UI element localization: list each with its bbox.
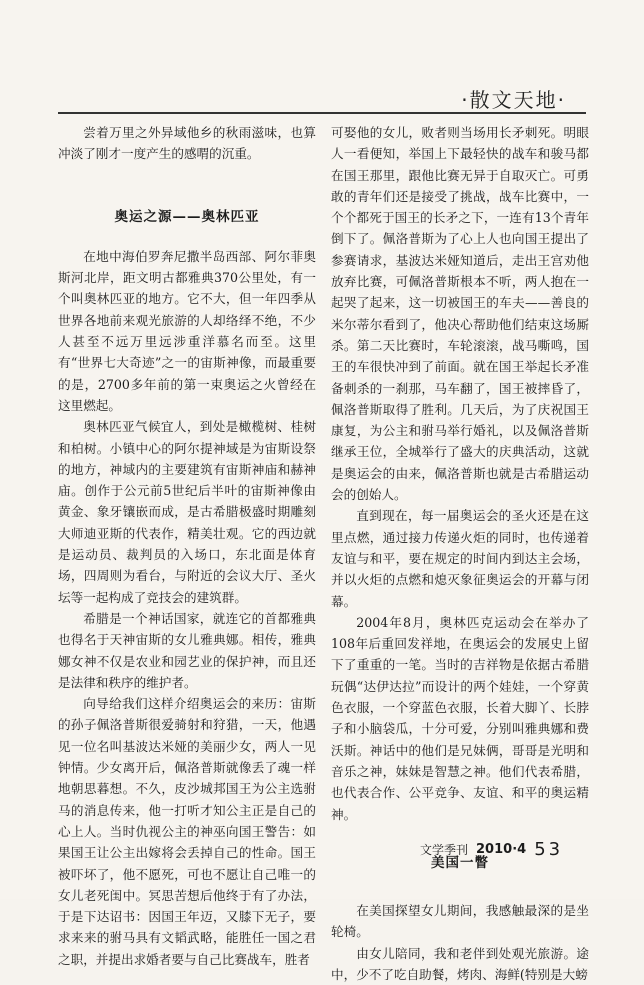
left-column [58,122,316,970]
section-heading-usa: 美国一瞥 [431,854,489,871]
section-tag: ·散文天地· [461,88,566,112]
header-rule [58,112,586,114]
page-footer [420,838,590,860]
magazine-name: 文学季刊 [420,842,469,857]
paragraph: 直到现在，每一届奥运会的圣火还是在这里点燃，通过接力传递火炬的同时，也传递着友谊与和平，要在规定的时间内到达主会场，并以火炬的点燃和熄灭象征奥运会的开幕与闭幕。 [331,508,589,609]
paragraph: 希腊是一个神话国家，就连它的首都雅典也得名于天神宙斯的女儿雅典娜。相传，雅典娜女神不仅是农业和园艺业的保护神，而且还是法律和秩序的维护者。 [58,610,316,690]
issue-number: 2010·4 [476,841,527,857]
intro-paragraph: 尝着万里之外异域他乡的秋雨滋味，也算冲淡了刚才一度产生的感喟的沉重。 [58,125,316,162]
paragraph: 可娶他的女儿，败者则当场用长矛刺死。明眼人一看便知，举国上下最轻快的战车和骏马都在国王那里，跟他比赛无异于自取灭亡。可勇敢的青年们还是接受了挑战，战车比赛中，一个个都死于国王的长矛之下，一连有13个青年倒下了。佩洛普斯为了心上人也向国王提出了参赛请求，基波达米娅知道后，走出王宫劝他放弃比赛，可佩洛普斯根本不听，两人抱在一起哭了起来，这一切被国王的车夫——善良的米尔蒂尔看到了，他决心帮助他们结束这场厮杀。第二天比赛时，车轮滚滚，战马嘶鸣，国王的车很快冲到了前面。就在国王举起长矛准备刺杀的一刹那，马车翻了，国王被摔昏了，佩洛普斯取得了胜利。几天后，为了庆祝国王康复，为公主和驸马举行婚礼，以及佩洛普斯继承王位，全城举行了盛大的庆典活动，这就是奥运会的由来，佩洛普斯也就是古希腊运动会的创始人。 [331,125,589,503]
paragraph: 奥林匹亚气候宜人，到处是橄榄树、桂树和柏树。小镇中心的阿尔提神域是为宙斯设祭的地方，神域内的主要建筑有宙斯神庙和赫神庙。创作于公元前5世纪后半叶的宙斯神像由黄金、象牙镶嵌而成，是古希腊极盛时期雕刻大师迪亚斯的代表作，精美壮观。它的西边就是运动员、裁判员的入场口，东北面是体育场，四周则为看台，与附近的会议大厅、圣火坛等一起构成了竞技会的建筑群。 [58,419,316,605]
paragraph: 向导给我们这样介绍奥运会的来历：宙斯的孙子佩洛普斯很爱骑射和狩猎，一天，他遇见一位名叫基波达米娅的美丽少女，两人一见钟情。少女离开后，佩洛普斯就像丢了魂一样地朝思暮想。不久，皮沙城邦国王为公主选驸马的消息传来，他一打听才知公主正是自己的心上人。当时仇视公主的神巫向国王警告：如果国王让公主出嫁将会丢掉自己的性命。国王被吓坏了，他不愿死，可也不愿让自己唯一的女儿老死闺中。冥思苦想后他终于有了办法，于是下达诏书：因国王年迈，又膝下无子，要求来来的驸马具有文韬武略，能胜任一国之君之职，并提出求婚者要与自己比赛战车，胜者 [58,696,316,967]
paragraph: 在地中海伯罗奔尼撒半岛西部、阿尔菲奥斯河北岸，距文明古都雅典370公里处，有一个叫奥林匹亚的地方。它不大，但一年四季从世界各地前来观光旅游的人却络绎不绝，不少人甚至不远万里远涉重洋慕名而至。这里有“世界七大奇迹”之一的宙斯神像，而最重要的是，2700多年前的第一束奥运之火曾经在这里燃起。 [58,248,316,413]
page-number: 53 [534,838,564,860]
paragraph: 2004年8月，奥林匹克运动会在举办了108年后重回发祥地，在奥运会的发展史上留下了重重的一笔。当时的吉祥物是依据古希腊玩偶“达伊达拉”而设计的两个娃娃，一个穿黄色衣服，一个穿蓝色衣服，长着大脚丫、长脖子和小脑袋瓜，十分可爱，分别叫雅典娜和费沃斯。神话中的他们是兄妹俩，哥哥是光明和音乐之神，妹妹是智慧之神。他们代表希腊，也代表合作、公平竞争、友谊、和平的奥运精神。 [331,614,589,822]
section-heading-olympia: 奥运之源——奥林匹亚 [114,208,260,225]
paragraph: 在美国探望女儿期间，我感触最深的是坐轮椅。 [331,903,589,940]
paragraph: 由女儿陪同，我和老伴到处观光旅游。途中，少不了吃自助餐，烤肉、海鲜(特别是大螃 [331,945,589,982]
